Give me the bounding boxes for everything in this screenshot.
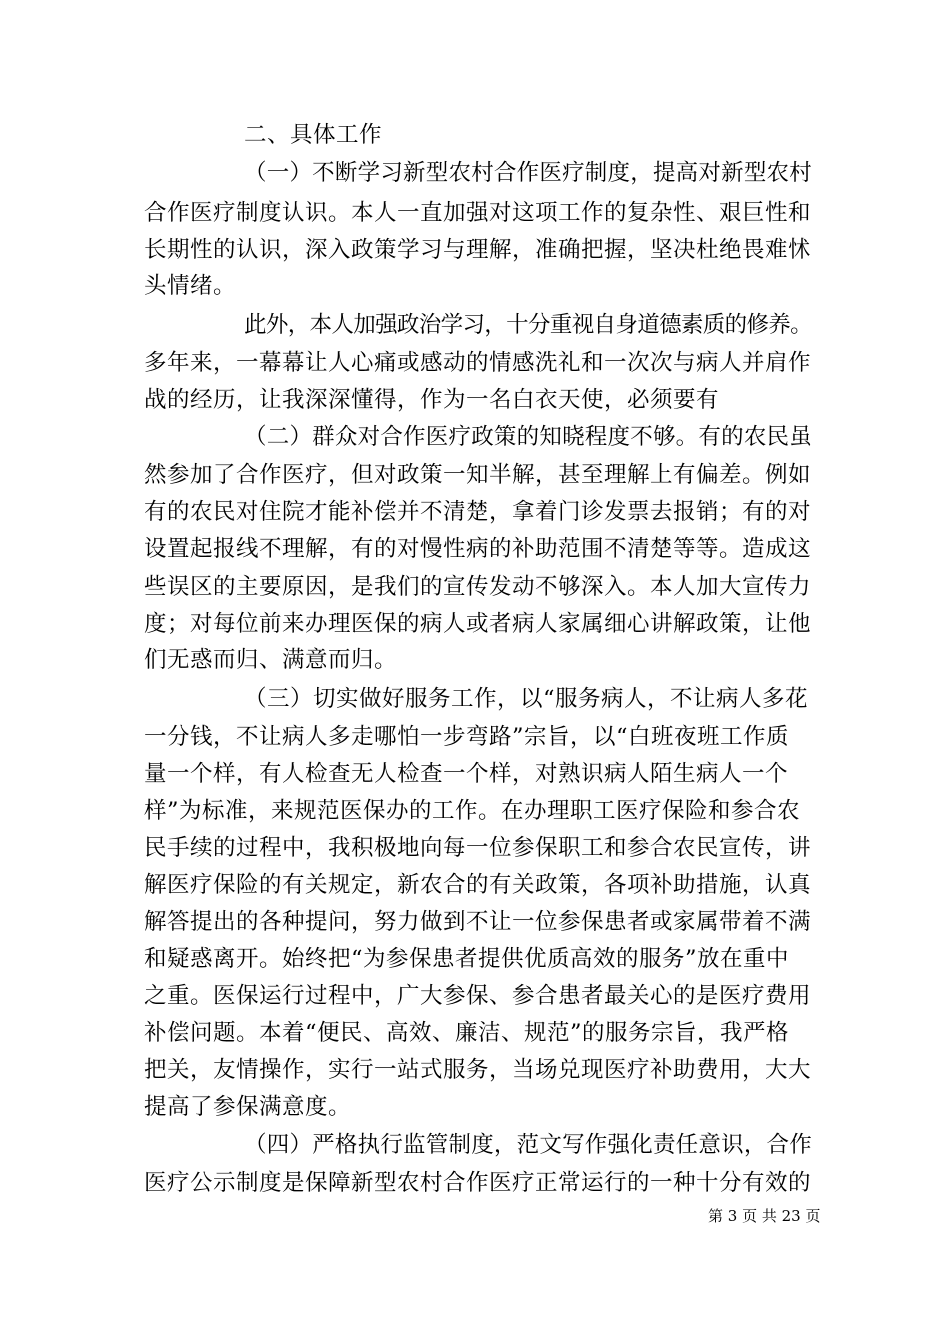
- paragraph-line: 把关，友情操作，实行一站式服务，当场兑现医疗补助费用，大大: [144, 1057, 812, 1083]
- paragraph-line: （四）严格执行监管制度，范文写作强化责任意识，合作: [244, 1132, 813, 1158]
- paragraph-line: 和疑惑离开。始终把“为参保患者提供优质高效的服务”放在重中: [144, 946, 790, 972]
- paragraph-line: 此外，本人加强政治学习，十分重视自身道德素质的修养。: [244, 312, 813, 338]
- paragraph-line: 医疗公示制度是保障新型农村合作医疗正常运行的一种十分有效的: [144, 1170, 812, 1196]
- paragraph-line: 头情绪。: [144, 273, 237, 299]
- paragraph-line: （二）群众对合作医疗政策的知晓程度不够。有的农民虽: [244, 424, 813, 450]
- paragraph-line: 有的农民对住院才能补偿并不清楚，拿着门诊发票去报销；有的对: [144, 499, 812, 525]
- paragraph-line: 度；对每位前来办理医保的病人或者病人家属细心讲解政策，让他: [144, 611, 812, 637]
- paragraph-line: 解答提出的各种提问，努力做到不让一位参保患者或家属带着不满: [144, 909, 812, 935]
- paragraph-line: 战的经历，让我深深懂得，作为一名白衣天使，必须要有: [144, 387, 720, 413]
- paragraph-line: 之重。医保运行过程中，广大参保、参合患者最关心的是医疗费用: [144, 983, 812, 1009]
- paragraph-line: 补偿问题。本着“便民、高效、廉洁、规范”的服务宗旨，我严格: [144, 1020, 790, 1046]
- paragraph-line: 量一个样，有人检查无人检查一个样，对熟识病人陌生病人一个: [144, 761, 789, 787]
- section-heading: 二、具体工作: [244, 122, 383, 148]
- paragraph-line: 多年来，一幕幕让人心痛或感动的情感洗礼和一次次与病人并肩作: [144, 350, 812, 376]
- paragraph-line: 们无惑而归、满意而归。: [144, 647, 398, 673]
- paragraph-line: 样”为标准，来规范医保办的工作。在办理职工医疗保险和参合农: [144, 798, 801, 824]
- paragraph-line: 设置起报线不理解，有的对慢性病的补助范围不清楚等等。造成这: [144, 536, 812, 562]
- paragraph-line: 长期性的认识，深入政策学习与理解，准确把握，坚决杜绝畏难怵: [144, 237, 812, 263]
- paragraph-line: 提高了参保满意度。: [144, 1094, 352, 1120]
- paragraph-line: 些误区的主要原因，是我们的宣传发动不够深入。本人加大宣传力: [144, 574, 812, 600]
- paragraph-line: （三）切实做好服务工作，以“服务病人，不让病人多花: [244, 686, 809, 712]
- paragraph-line: 然参加了合作医疗，但对政策一知半解，甚至理解上有偏差。例如: [144, 462, 812, 488]
- page-number-footer: 第 3 页 共 23 页: [708, 1207, 821, 1225]
- paragraph-line: 民手续的过程中，我积极地向每一位参保职工和参合农民宣传，讲: [144, 835, 812, 861]
- paragraph-line: 合作医疗制度认识。本人一直加强对这项工作的复杂性、艰巨性和: [144, 200, 812, 226]
- paragraph-line: （一）不断学习新型农村合作医疗制度，提高对新型农村: [244, 160, 813, 186]
- paragraph-line: 一分钱，不让病人多走哪怕一步弯路”宗旨，以“白班夜班工作质: [144, 724, 790, 750]
- paragraph-line: 解医疗保险的有关规定，新农合的有关政策，各项补助措施，认真: [144, 872, 812, 898]
